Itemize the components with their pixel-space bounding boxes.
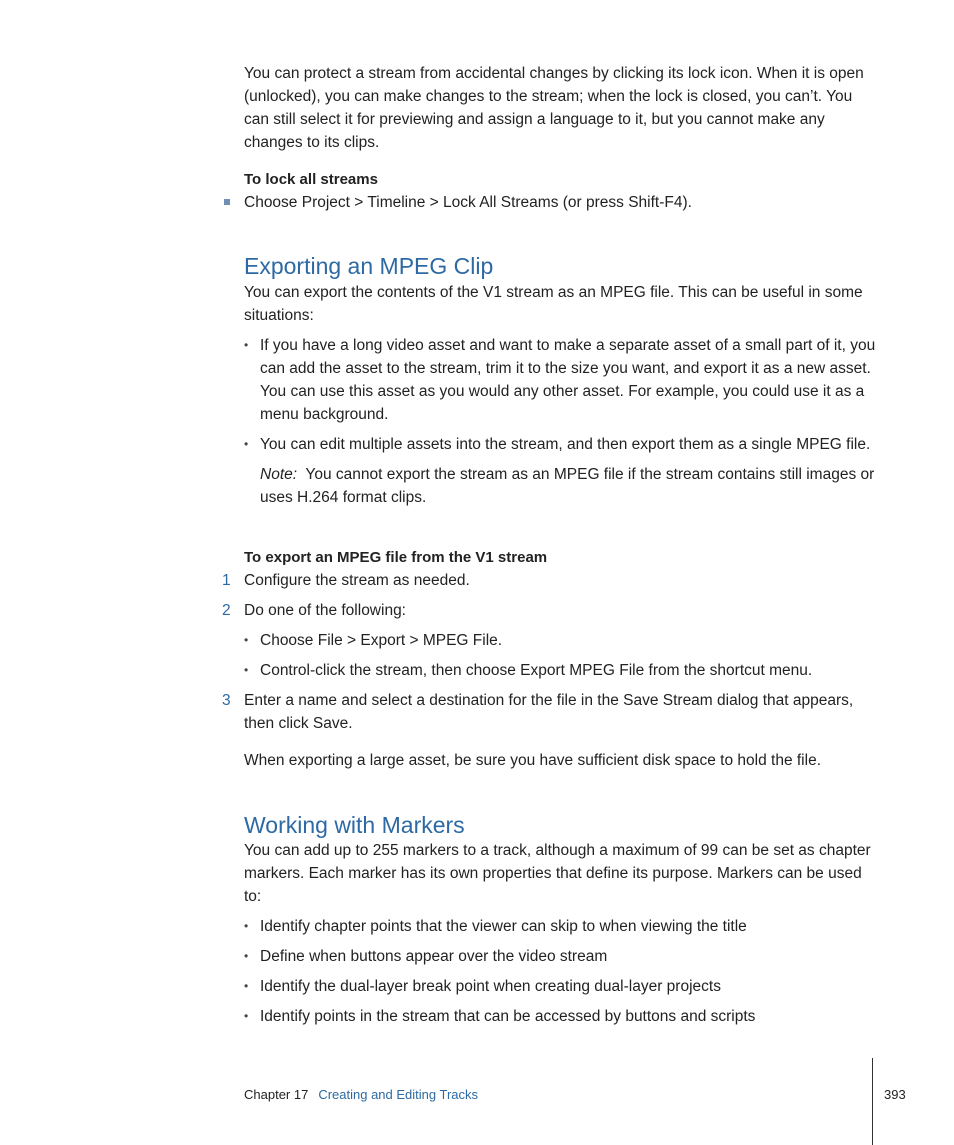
note-label: Note: (260, 466, 298, 483)
export-section-heading: Exporting an MPEG Clip (244, 253, 494, 279)
page-number: 393 (884, 1087, 906, 1102)
list-item: • You can edit multiple assets into the stream, and then export them as a single MPEG file. (244, 433, 876, 456)
step-text: Configure the stream as needed. (244, 572, 470, 589)
page-footer (244, 1084, 478, 1106)
step-2-sub-list (244, 629, 876, 689)
list-item: • Control-click the stream, then choose Export MPEG File from the shortcut menu. (244, 659, 876, 682)
export-intro-paragraph: You can export the contents of the V1 stream as an MPEG file. This can be useful in some situations: (244, 284, 863, 324)
step-number: 1 (222, 572, 231, 589)
step-text: Enter a name and select a destination for the file in the Save Stream dialog that appears, then click Save. (244, 692, 854, 732)
lock-task-title: To lock all streams (244, 171, 378, 188)
footer-chapter-title: Creating and Editing Tracks (318, 1087, 479, 1102)
markers-bullet-list (244, 915, 876, 1035)
step-number: 3 (222, 692, 231, 709)
square-bullet-icon (224, 199, 230, 205)
step-number: 2 (222, 602, 231, 619)
export-closing-paragraph: When exporting a large asset, be sure you have sufficient disk space to hold the file. (244, 752, 821, 769)
intro-paragraph: You can protect a stream from accidental changes by clicking its lock icon. When it is open (unlocked), you can make changes to the stream; when the lock is closed, you can’t. You can still select it for previewing and assign a language to it, but you cannot make any changes to its clips. (244, 65, 864, 151)
export-task-title: To export an MPEG file from the V1 stream (244, 549, 548, 566)
list-item: • Choose File > Export > MPEG File. (244, 629, 876, 652)
note-text: You cannot export the stream as an MPEG file if the stream contains still images or uses H.264 format clips. (260, 466, 875, 506)
markers-section-heading: Working with Markers (244, 812, 465, 838)
list-item: • If you have a long video asset and want to make a separate asset of a small part of it, you can add the asset to the stream, trim it to the size you want, and export it as a new asset. You can use this asset as you would any other asset. For example, you could use it as a menu background. (244, 334, 876, 426)
footer-chapter: Chapter 17 (244, 1087, 309, 1102)
list-item: • Identify chapter points that the viewer can skip to when viewing the title (244, 915, 876, 938)
footer-divider (872, 1058, 873, 1145)
step-text: Do one of the following: (244, 602, 406, 619)
list-item: • Identify the dual-layer break point when creating dual-layer projects (244, 975, 876, 998)
note (260, 463, 876, 509)
list-item: • Identify points in the stream that can be accessed by buttons and scripts (244, 1005, 876, 1028)
export-bullet-list (244, 334, 876, 509)
markers-intro-paragraph: You can add up to 255 markers to a track, although a maximum of 99 can be set as chapter markers. Each marker has its own properties that define its purpose. Markers can be used to: (244, 842, 871, 905)
list-item: • Define when buttons appear over the video stream (244, 945, 876, 968)
lock-task-step-text: Choose Project > Timeline > Lock All Streams (or press Shift-F4). (244, 194, 692, 211)
